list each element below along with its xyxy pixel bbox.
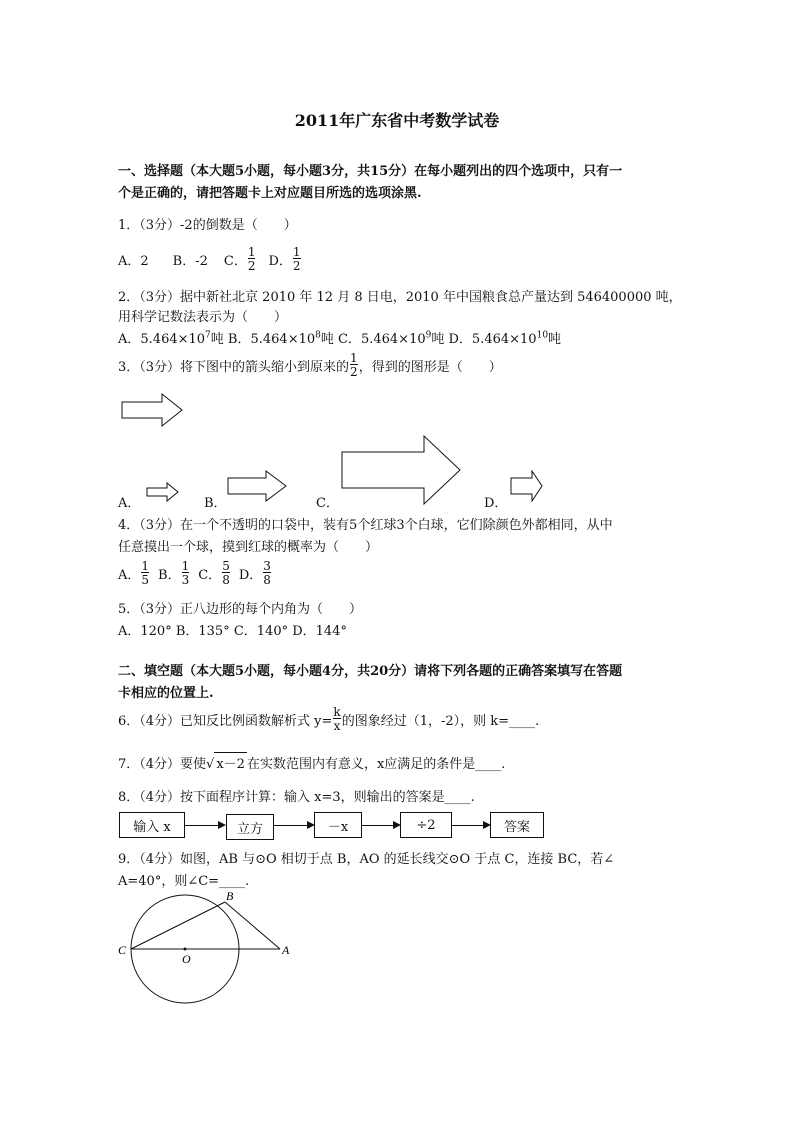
q9-line1: 9．（4分）如图，AB 与⊙O 相切于点 B，AO 的延长线交⊙O 于点 C，连接 BC，若∠	[118, 852, 615, 867]
q1-options	[118, 246, 302, 272]
sqrt-sign: √	[206, 757, 215, 772]
flow-box-cube: 立方	[226, 814, 274, 840]
q1-option-a: A．2	[118, 253, 149, 269]
q3-option-a-label: A．	[118, 496, 141, 511]
section1-heading-line2: 个是正确的，请把答题卡上对应题目所选的选项涂黑.	[118, 186, 422, 201]
q4-option-c-fraction: $\frac{5}{8}$	[222, 559, 230, 587]
flow-box-answer: 答案	[490, 812, 544, 838]
page-title: 2011年广东省中考数学试卷	[294, 111, 500, 130]
q2-options: A．$5.464\times 10^7$吨 B．$5.464\times 10^8$吨 C．$5.464\times 10^9$吨 D．$5.464\times 10^{10}$吨	[118, 330, 562, 347]
q4-option-a-fraction: $\frac{1}{5}$	[141, 559, 150, 587]
q4-option-d-fraction: $\frac{3}{8}$	[263, 559, 271, 587]
flow-arrowhead-1	[218, 821, 226, 829]
q1-option-d-fraction: $\frac{1}{2}$	[292, 245, 301, 273]
flow-arrow-3	[362, 825, 394, 826]
q3-option-d-arrow	[510, 470, 544, 502]
q3-option-b-arrow	[226, 470, 288, 502]
q1-option-d: D．	[268, 253, 292, 269]
q3-option-a-arrow	[146, 482, 180, 502]
q3-fraction: $\frac{1}{2}$	[350, 351, 358, 379]
q2-line2: 用科学记数法表示为（ ）	[118, 310, 288, 325]
q3-stem: 3．（3分）将下图中的箭头缩小到原来的 $\frac{1}{2}$ ，得到的图形是（ ）	[118, 351, 502, 379]
q3-option-b-label: B．	[204, 496, 227, 511]
q1-stem: 1．（3分）-2的倒数是（ ）	[118, 218, 297, 233]
q7-radicand: x－2	[214, 752, 247, 772]
q3-original-arrow-figure	[120, 392, 186, 428]
flow-arrow-1	[185, 825, 219, 826]
segment-cb	[131, 902, 225, 949]
flow-box-input: 输入 x	[119, 812, 185, 838]
q9-line2: A=40°，则∠C=____.	[118, 874, 250, 889]
q5-stem: 5．（3分）正八边形的每个内角为（ ）	[118, 602, 363, 617]
q7-stem: 7．（4分）要使√ x－2 在实数范围内有意义，x应满足的条件是____.	[118, 752, 505, 772]
point-label-c: C	[118, 943, 127, 957]
flow-box-divide-2: ÷2	[400, 812, 452, 838]
q4-line2: 任意摸出一个球，摸到红球的概率为（ ）	[118, 540, 379, 555]
q9-circle-tangent-figure	[110, 888, 300, 1012]
point-label-b: B	[226, 889, 234, 903]
q3-option-c-label: C．	[316, 496, 339, 511]
point-label-o: O	[182, 952, 191, 966]
q3-option-d-label: D．	[484, 496, 508, 511]
q8-stem: 8．（4分）按下面程序计算：输入 x=3，则输出的答案是____.	[118, 790, 475, 805]
flow-box-minus-x: －x	[314, 812, 362, 838]
q1-option-b: B．-2	[172, 253, 208, 269]
q4-option-b-fraction: $\frac{1}{3}$	[181, 559, 190, 587]
q6-fraction: $\frac{k}{x}$	[333, 705, 341, 733]
q3-option-c-arrow	[340, 434, 462, 506]
q5-options: A．120° B．135° C．140° D．144°	[118, 624, 347, 639]
q1-option-c: C．	[223, 253, 247, 269]
flow-arrow-2	[274, 825, 308, 826]
q1-option-c-fraction: $\frac{1}{2}$	[247, 245, 256, 273]
q2-line1: 2．（3分）据中新社北京 2010 年 12 月 8 日电，2010 年中国粮食总产量达到 546400000 吨，	[118, 290, 682, 305]
section1-heading-line1: 一、选择题（本大题5小题，每小题3分，共15分）在每小题列出的四个选项中，只有一	[118, 164, 623, 179]
flow-arrow-4	[452, 825, 484, 826]
q4-line1: 4．（3分）在一个不透明的口袋中，装有5个红球3个白球，它们除颜色外都相同，从中	[118, 518, 613, 533]
section2-heading-line2: 卡相应的位置上.	[118, 686, 214, 701]
center-point-o	[184, 948, 187, 951]
point-label-a: A	[282, 943, 290, 957]
section2-heading-line1: 二、填空题（本大题5小题，每小题4分，共20分）请将下列各题的正确答案填写在答题	[118, 664, 623, 679]
q4-options: A． $\frac{1}{5}$ B． $\frac{1}{3}$ C． $\frac{5}{8}$ D． $\frac{3}{8}$	[118, 559, 271, 587]
q6-stem: 6．（4分）已知反比例函数解析式 y= $\frac{k}{x}$ 的图象经过（1，-2），则 k=____.	[118, 705, 540, 733]
